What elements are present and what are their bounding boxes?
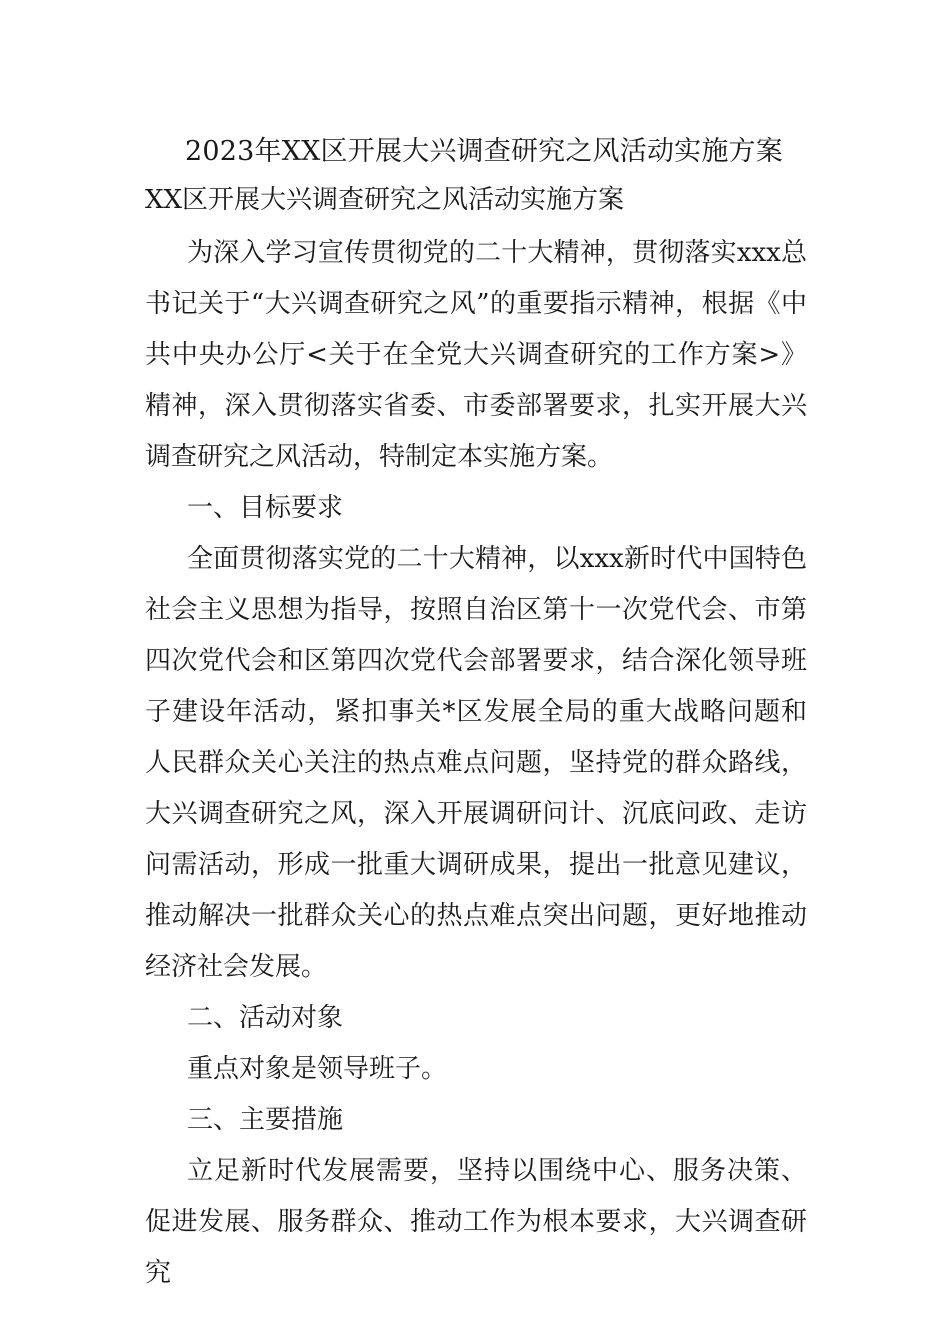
- goals-paragraph: 全面贯彻落实党的二十大精神，以xxx新时代中国特色社会主义思想为指导，按照自治区第十一次党代会、市第四次党代会和区第四次党代会部署要求，结合深化领导班子建设年活动，紧扣事关*区发展全局的重大战略问题和人民群众关心关注的热点难点问题，坚持党的群众路线，大兴调查研究之风，深入开展调研问计、沉底问政、走访问需活动，形成一批重大调研成果，提出一批意见建议，推动解决一批群众关心的热点难点突出问题，更好地推动经济社会发展。: [145, 544, 807, 982]
- section-heading-goals: 一、目标要求: [187, 493, 344, 523]
- document-title: 2023年XX区开展大兴调查研究之风活动实施方案: [185, 136, 783, 167]
- document-subtitle: XX区开展大兴调查研究之风活动实施方案: [145, 185, 625, 215]
- measures-paragraph: 立足新时代发展需要，坚持以围绕中心、服务决策、促进发展、服务群众、推动工作为根本要求，大兴调查研究: [145, 1156, 807, 1288]
- section-heading-targets: 二、活动对象: [187, 1003, 344, 1033]
- targets-paragraph: 重点对象是领导班子。: [187, 1054, 448, 1084]
- intro-paragraph: 为深入学习宣传贯彻党的二十大精神，贯彻落实xxx总书记关于“大兴调查研究之风”的重要指示精神，根据《中共中央办公厅<关于在全党大兴调查研究的工作方案>》精神，深入贯彻落实省委、市委部署要求，扎实开展大兴调查研究之风活动，特制定本实施方案。: [145, 238, 807, 472]
- section-heading-measures: 三、主要措施: [187, 1105, 344, 1135]
- document-body: [145, 228, 807, 1299]
